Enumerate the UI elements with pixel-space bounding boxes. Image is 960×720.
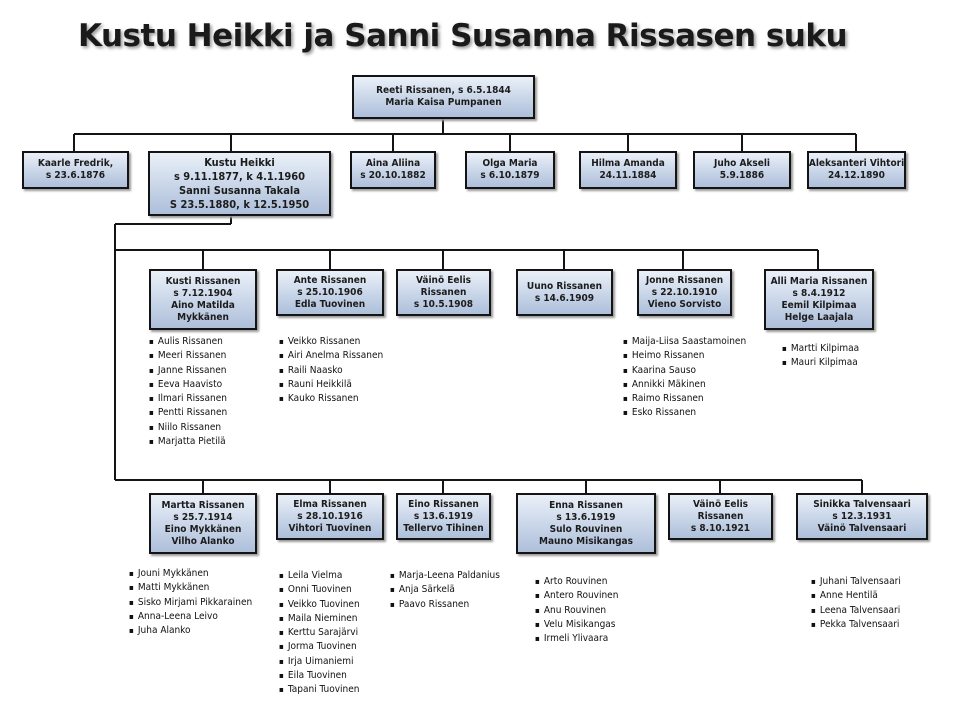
person-line: Helge Laajala	[784, 311, 854, 323]
children-list-jonne	[623, 335, 746, 421]
person-box-vaino-eelis-rissanen	[396, 269, 491, 316]
person-line: s 12.3.1931	[832, 510, 892, 522]
list-item: ▪ Mauri Kilpimaa	[782, 356, 859, 370]
list-item: ▪ Leena Talvensaari	[811, 604, 901, 618]
person-line: Vieno Sorvisto	[647, 298, 722, 310]
person-line: Aino Matilda	[171, 299, 235, 311]
list-item: ▪ Veikko Tuovinen	[279, 598, 360, 612]
list-item: ▪ Maila Nieminen	[279, 612, 360, 626]
person-line: Jonne Rissanen	[645, 274, 724, 286]
person-box-kustu-heikki	[148, 151, 331, 216]
person-line: s 9.11.1877, k 4.1.1960	[173, 169, 306, 183]
person-line: Eemil Kilpimaa	[781, 299, 857, 311]
list-item: ▪ Annikki Mäkinen	[623, 378, 746, 392]
person-line: Enna Rissanen	[549, 499, 623, 511]
person-line: Sanni Susanna Takala	[178, 183, 301, 197]
person-box-kusti-rissanen	[149, 269, 257, 330]
list-item: ▪ Raili Naasko	[279, 364, 383, 378]
person-line: s 25.7.1914	[173, 511, 233, 523]
list-item: ▪ Anu Rouvinen	[535, 604, 618, 618]
children-list-ante	[279, 335, 383, 406]
list-item: ▪ Marja-Leena Paldanius	[390, 569, 500, 583]
person-line: Ante Rissanen	[293, 274, 367, 286]
person-box-vaino-eelis-rissanen-2	[668, 493, 773, 540]
person-line: Alli Maria Rissanen	[770, 275, 868, 287]
list-item: ▪ Pekka Talvensaari	[811, 618, 901, 632]
person-line: Sinikka Talvensaari	[813, 498, 911, 510]
person-line: Reeti Rissanen, s 6.5.1844	[376, 85, 511, 96]
person-box-eino-rissanen	[396, 493, 491, 540]
person-line: Vihtori Tuovinen	[288, 522, 372, 534]
list-item: ▪ Jorma Tuovinen	[279, 640, 360, 654]
list-item: ▪ Meeri Rissanen	[149, 349, 227, 363]
person-box-sinikka-talvensaari	[796, 493, 928, 540]
list-item: ▪ Paavo Rissanen	[390, 598, 500, 612]
person-line: Elma Rissanen	[293, 498, 367, 510]
person-line: Rissanen	[697, 510, 744, 522]
children-list-kusti	[149, 335, 227, 449]
person-line: Eino Mykkänen	[164, 523, 242, 535]
person-box-alli-maria-rissanen	[764, 269, 874, 330]
person-line: 24.11.1884	[599, 170, 657, 181]
person-line: Kustu Heikki	[204, 155, 275, 169]
person-line: s 6.10.1879	[480, 170, 540, 181]
person-line: 5.9.1886	[719, 170, 765, 181]
list-item: ▪ Kauko Rissanen	[279, 392, 383, 406]
person-box-enna-rissanen	[516, 493, 656, 554]
list-item: ▪ Heimo Rissanen	[623, 349, 746, 363]
list-item: ▪ Esko Rissanen	[623, 406, 746, 420]
person-line: 24.12.1890	[828, 170, 885, 181]
list-item: ▪ Sisko Mirjami Pikkarainen	[129, 596, 252, 610]
person-box-martta-rissanen	[149, 493, 257, 554]
person-box-ante-rissanen	[276, 269, 384, 316]
person-line: Väinö Eelis	[415, 274, 472, 286]
list-item: ▪ Eeva Haavisto	[149, 378, 227, 392]
list-item: ▪ Aulis Rissanen	[149, 335, 227, 349]
person-line: s 10.5.1908	[413, 298, 474, 310]
list-item: ▪ Eila Tuovinen	[279, 669, 360, 683]
list-item: ▪ Anne Hentilä	[811, 589, 901, 603]
children-list-alli-maria	[782, 342, 859, 371]
list-item: ▪ Jouni Mykkänen	[129, 567, 252, 581]
children-list-enna	[535, 575, 618, 646]
list-item: ▪ Martti Kilpimaa	[782, 342, 859, 356]
person-line: s 7.12.1904	[173, 287, 233, 299]
list-item: ▪ Ilmari Rissanen	[149, 392, 227, 406]
person-line: s 23.6.1876	[45, 170, 106, 181]
person-box-kaarle-fredrik	[22, 151, 129, 189]
person-line: Vilho Alanko	[171, 535, 235, 547]
person-line: Aleksanteri Vihtori	[808, 158, 905, 169]
list-item: ▪ Juha Alanko	[129, 624, 252, 638]
person-box-root	[352, 75, 535, 119]
list-item: ▪ Veikko Rissanen	[279, 335, 383, 349]
person-line: Mauno Misikangas	[539, 535, 633, 547]
person-line: Eino Rissanen	[408, 498, 479, 510]
person-line: Kusti Rissanen	[165, 275, 241, 287]
list-item: ▪ Airi Anelma Rissanen	[279, 349, 383, 363]
list-item: ▪ Juhani Talvensaari	[811, 575, 901, 589]
list-item: ▪ Niilo Rissanen	[149, 421, 227, 435]
list-item: ▪ Rauni Heikkilä	[279, 378, 383, 392]
list-item: ▪ Kerttu Sarajärvi	[279, 626, 360, 640]
person-line: Tellervo Tihinen	[403, 522, 484, 534]
list-item: ▪ Anja Särkelä	[390, 583, 500, 597]
person-line: Olga Maria	[482, 158, 538, 169]
person-line: Sulo Rouvinen	[549, 523, 623, 535]
children-list-martta	[129, 567, 252, 638]
person-line: Uuno Rissanen	[526, 280, 603, 292]
person-line: s 22.10.1910	[651, 286, 718, 298]
children-list-elma	[279, 569, 360, 698]
person-box-aina-aliina	[350, 151, 436, 189]
person-box-aleksanteri-vihtori	[807, 151, 906, 189]
list-item: ▪ Pentti Rissanen	[149, 406, 227, 420]
person-line: S 23.5.1880, k 12.5.1950	[169, 197, 310, 211]
person-box-elma-rissanen	[276, 493, 384, 540]
list-item: ▪ Irmeli Ylivaara	[535, 632, 618, 646]
list-item: ▪ Onni Tuovinen	[279, 583, 360, 597]
list-item: ▪ Raimo Rissanen	[623, 392, 746, 406]
person-line: s 13.6.1919	[556, 511, 616, 523]
person-line: s 8.10.1921	[690, 522, 751, 534]
person-line: Mykkänen	[177, 311, 229, 323]
person-line: s 14.6.1909	[534, 292, 595, 304]
list-item: ▪ Kaarina Sauso	[623, 364, 746, 378]
person-line: s 20.10.1882	[360, 170, 426, 181]
list-item: ▪ Irja Uimaniemi	[279, 655, 360, 669]
person-line: s 8.4.1912	[792, 287, 846, 299]
person-line: s 25.10.1906	[297, 286, 363, 298]
list-item: ▪ Matti Mykkänen	[129, 581, 252, 595]
person-box-olga-maria	[465, 151, 555, 189]
list-item: ▪ Janne Rissanen	[149, 364, 227, 378]
person-box-hilma-amanda	[579, 151, 677, 189]
list-item: ▪ Leila Vielma	[279, 569, 360, 583]
children-list-eino	[390, 569, 500, 612]
person-line: Martta Rissanen	[161, 499, 245, 511]
person-line: Väinö Talvensaari	[817, 522, 907, 534]
person-line: s 13.6.1919	[413, 510, 474, 522]
person-line: Rissanen	[420, 286, 467, 298]
person-box-juho-akseli	[693, 151, 791, 189]
list-item: ▪ Marjatta Pietilä	[149, 435, 227, 449]
person-line: Maria Kaisa Pumpanen	[385, 97, 502, 108]
person-box-jonne-rissanen	[637, 269, 732, 316]
person-line: Edla Tuovinen	[294, 298, 366, 310]
person-line: Hilma Amanda	[591, 158, 665, 169]
list-item: ▪ Arto Rouvinen	[535, 575, 618, 589]
list-item: ▪ Velu Misikangas	[535, 618, 618, 632]
list-item: ▪ Tapani Tuovinen	[279, 683, 360, 697]
list-item: ▪ Anna-Leena Leivo	[129, 610, 252, 624]
person-box-uuno-rissanen	[516, 269, 613, 316]
person-line: Väinö Eelis	[692, 498, 749, 510]
chart-title: Kustu Heikki ja Sanni Susanna Rissasen suku	[78, 18, 848, 54]
person-line: Aina Aliina	[365, 158, 421, 169]
list-item: ▪ Maija-Liisa Saastamoinen	[623, 335, 746, 349]
list-item: ▪ Antero Rouvinen	[535, 589, 618, 603]
person-line: Juho Akseli	[713, 158, 771, 169]
person-line: Kaarle Fredrik,	[37, 158, 114, 169]
children-list-sinikka	[811, 575, 901, 632]
person-line: s 28.10.1916	[297, 510, 363, 522]
